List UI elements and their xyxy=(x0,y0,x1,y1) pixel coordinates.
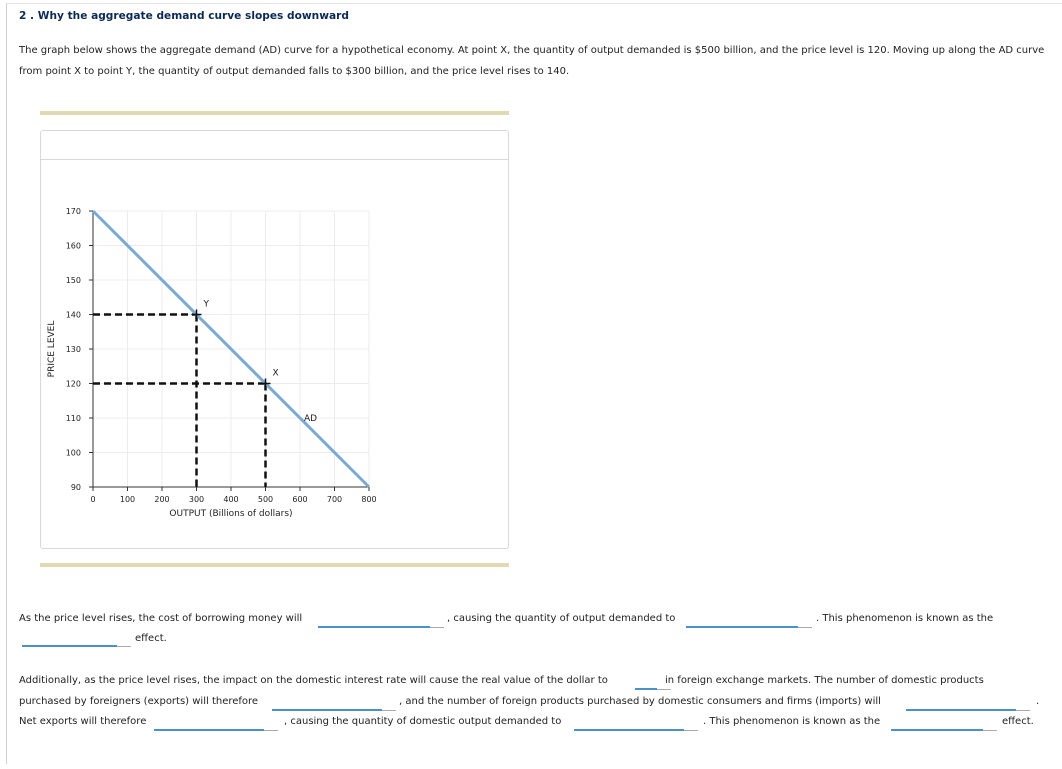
ad-chart xyxy=(41,131,508,548)
y-tick-label: 100 xyxy=(65,448,81,458)
y-tick-label: 140 xyxy=(65,310,81,320)
borrowing-cost-dropdown[interactable] xyxy=(318,626,430,628)
graph-top-bar xyxy=(40,111,509,115)
y-tick-label: 120 xyxy=(65,379,81,389)
x-tick-label: 600 xyxy=(292,495,308,504)
quantity-demanded-dropdown[interactable] xyxy=(686,626,798,628)
x-tick-label: 100 xyxy=(119,495,136,504)
y-tick-label: 130 xyxy=(65,345,81,354)
p2-text-f: Net exports will therefore xyxy=(19,716,147,727)
y-tick-label: 160 xyxy=(65,241,81,251)
x-axis-label: OUTPUT (Billions of dollars) xyxy=(169,509,293,519)
p1-text-c: . This phenomenon is known as the xyxy=(816,613,994,624)
dollar-value-dropdown[interactable] xyxy=(635,688,657,690)
domestic-output-dropdown[interactable] xyxy=(574,729,684,731)
question-title: 2 . Why the aggregate demand curve slopes downward xyxy=(19,10,349,22)
question-intro: The graph below shows the aggregate demand (AD) curve for a hypothetical economy. At point X, the quantity of output demanded is $500 billion, and the price level is 120. Moving up along the AD curve from point X to point Y, the quantity of output demanded falls to $300 billion, and the price level rises to 140. xyxy=(19,45,1045,77)
p2-text-g: , causing the quantity of domestic output demanded to xyxy=(284,716,562,727)
p2-text-d: , and the number of foreign products purchased by domestic consumers and firms (imports) will xyxy=(399,696,881,707)
x-tick-label: 400 xyxy=(223,495,239,504)
effect-name-dropdown-2[interactable] xyxy=(891,729,983,731)
x-tick-label: 0 xyxy=(90,495,96,504)
x-tick-label: 300 xyxy=(188,495,205,504)
x-tick-label: 200 xyxy=(154,495,170,504)
y-tick-label: 90 xyxy=(70,483,81,492)
p2-text-b: in foreign exchange markets. The number of domestic products xyxy=(665,675,984,686)
x-tick-label: 500 xyxy=(257,495,274,504)
graph-bottom-bar xyxy=(40,563,509,567)
ad-curve-label: AD xyxy=(304,414,318,424)
effect-name-dropdown-1[interactable] xyxy=(22,645,117,647)
graph-panel xyxy=(40,130,509,549)
point-label-x: X xyxy=(272,368,279,379)
exports-dropdown[interactable] xyxy=(272,709,382,711)
p2-text-i: effect. xyxy=(1002,716,1034,727)
p1-text-a: As the price level rises, the cost of borrowing money will xyxy=(19,613,303,624)
p2-text-e: . xyxy=(1036,696,1040,707)
y-tick-label: 110 xyxy=(65,414,81,423)
net-exports-dropdown[interactable] xyxy=(154,729,264,731)
y-tick-label: 150 xyxy=(65,276,81,285)
p2-text-c: purchased by foreigners (exports) will therefore xyxy=(19,696,259,707)
y-axis-label: PRICE LEVEL xyxy=(47,320,57,378)
y-tick-label: 170 xyxy=(65,207,81,216)
p2-text-h: . This phenomenon is known as the xyxy=(703,716,881,727)
point-label-y: Y xyxy=(203,299,209,310)
p1-text-d: effect. xyxy=(135,633,167,644)
x-tick-label: 700 xyxy=(326,495,343,504)
imports-dropdown[interactable] xyxy=(906,709,1016,711)
x-tick-label: 800 xyxy=(361,495,377,504)
p1-text-b: , causing the quantity of output demanded to xyxy=(447,613,676,624)
p2-text-a: Additionally, as the price level rises, the impact on the domestic interest rate will cause the real value of the dollar to xyxy=(19,675,608,686)
